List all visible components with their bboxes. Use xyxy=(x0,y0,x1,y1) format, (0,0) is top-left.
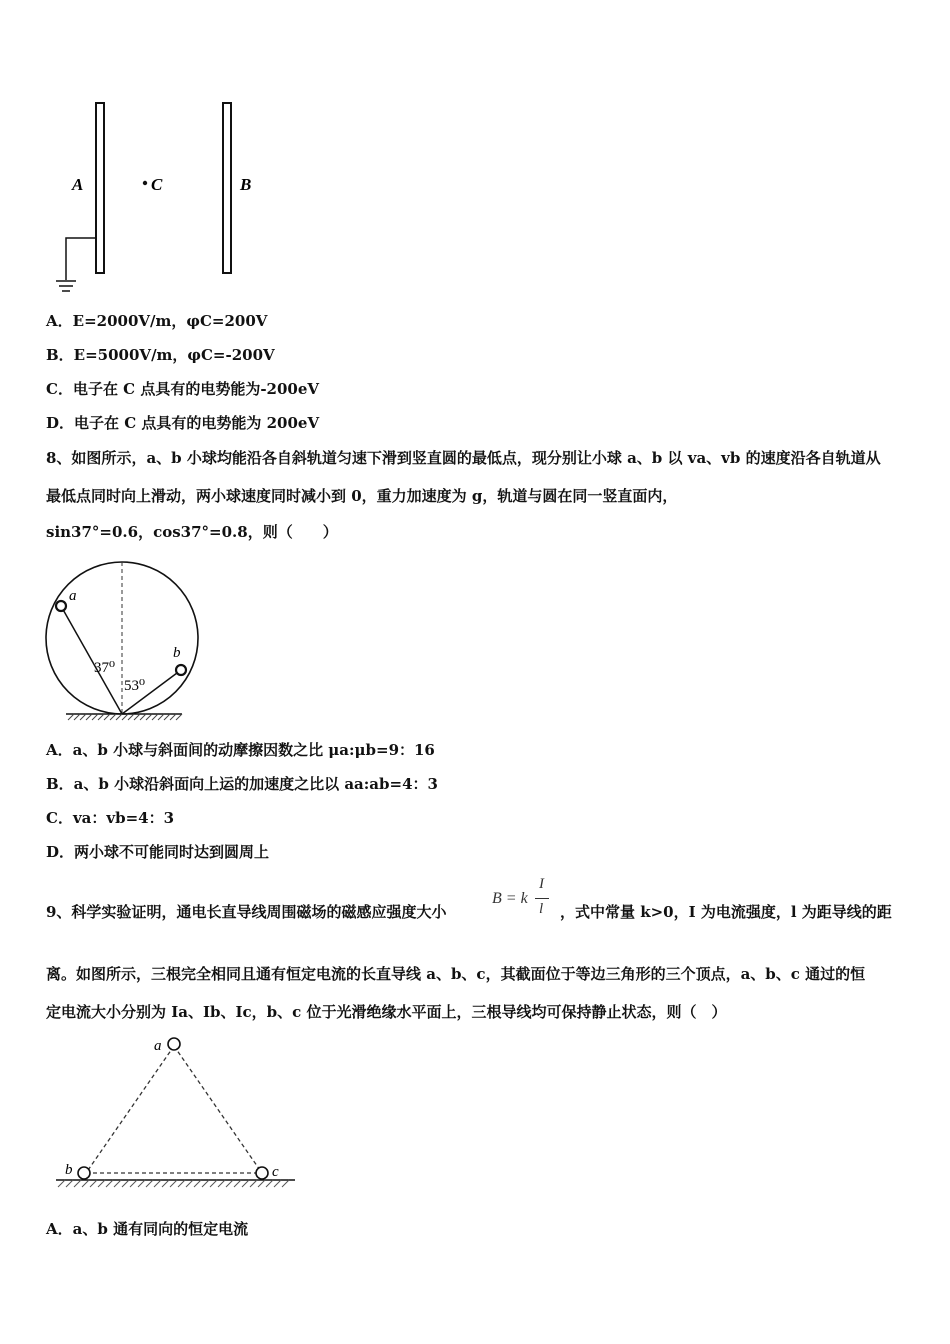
q8-stem-line2: 最低点同时向上滑动，两小球速度同时减小到 0，重力加速度为 g，轨道与圆在同一竖直面内， xyxy=(46,487,678,505)
q8-option-a: A．a、b 小球与斜面间的动摩擦因数之比 μa:μb=9：16 xyxy=(46,741,435,759)
wire-b xyxy=(78,1167,90,1179)
ground-wire xyxy=(66,238,96,280)
q8-option-c: C．va：vb=4：3 xyxy=(46,809,175,827)
wire-a xyxy=(168,1038,180,1050)
angle-53: 53⁰ xyxy=(124,678,146,694)
label-wire-c: c xyxy=(272,1164,279,1180)
q8-option-b: B．a、b 小球沿斜面向上运的加速度之比以 aa:ab=4：3 xyxy=(46,775,438,793)
circle-track-figure xyxy=(44,556,204,726)
side-ab xyxy=(86,1046,174,1173)
ball-a xyxy=(56,601,66,611)
formula-lhs: B = k xyxy=(492,890,528,907)
q7-option-d: D．电子在 C 点具有的电势能为 200eV xyxy=(46,414,320,432)
label-a: A xyxy=(72,175,84,194)
angle-37: 37⁰ xyxy=(94,660,116,676)
formula-fraction-bar xyxy=(535,898,549,899)
label-wire-b: b xyxy=(65,1162,73,1178)
capacitor-figure xyxy=(50,95,280,305)
surface-hatching xyxy=(58,1180,289,1187)
q8-option-d: D．两小球不可能同时达到圆周上 xyxy=(46,843,270,861)
ground-icon xyxy=(56,281,76,291)
label-wire-a: a xyxy=(154,1038,162,1054)
q9-stem-line2: 离。如图所示，三根完全相同且通有恒定电流的长直导线 a、b、c，其截面位于等边三角形的三个顶点，a、b、c 通过的恒 xyxy=(46,965,866,983)
side-ac xyxy=(174,1046,262,1173)
label-ball-b: b xyxy=(173,645,181,661)
q9-stem-line3: 定电流大小分别为 Ia、Ib、Ic，b、c 位于光滑绝缘水平面上，三根导线均可保持静止状态，则（ ） xyxy=(46,1003,727,1021)
q8-stem-line1: 8、如图所示，a、b 小球均能沿各自斜轨道匀速下滑到竖直圆的最低点，现分别让小球 a、b 以 va、vb 的速度沿各自轨道从 xyxy=(46,449,881,467)
magnetic-field-formula xyxy=(492,876,558,926)
q7-option-c: C．电子在 C 点具有的电势能为-200eV xyxy=(46,380,320,398)
q9-option-a: A．a、b 通有同向的恒定电流 xyxy=(46,1220,249,1238)
q9-stem-line1b: ，式中常量 k>0，I 为电流强度，l 为距导线的距 xyxy=(560,903,892,921)
q8-stem-line3: sin37°=0.6，cos37°=0.8，则（ ） xyxy=(46,523,338,541)
formula-denominator: l xyxy=(539,901,544,917)
q7-option-a: A．E=2000V/m，φC=200V xyxy=(46,312,268,330)
formula-numerator: I xyxy=(539,876,544,892)
label-c: C xyxy=(151,175,163,194)
label-ball-a: a xyxy=(69,588,77,604)
triangle-wires-figure xyxy=(50,1030,300,1195)
plate-b xyxy=(223,103,231,273)
label-b: B xyxy=(240,175,252,194)
plate-a xyxy=(96,103,104,273)
wire-c xyxy=(256,1167,268,1179)
q7-option-b: B．E=5000V/m，φC=-200V xyxy=(46,346,275,364)
ground-hatching xyxy=(68,714,182,720)
point-c xyxy=(143,181,147,185)
ball-b xyxy=(176,665,186,675)
q9-stem-line1a: 9、科学实验证明，通电长直导线周围磁场的磁感应强度大小 xyxy=(46,903,447,921)
